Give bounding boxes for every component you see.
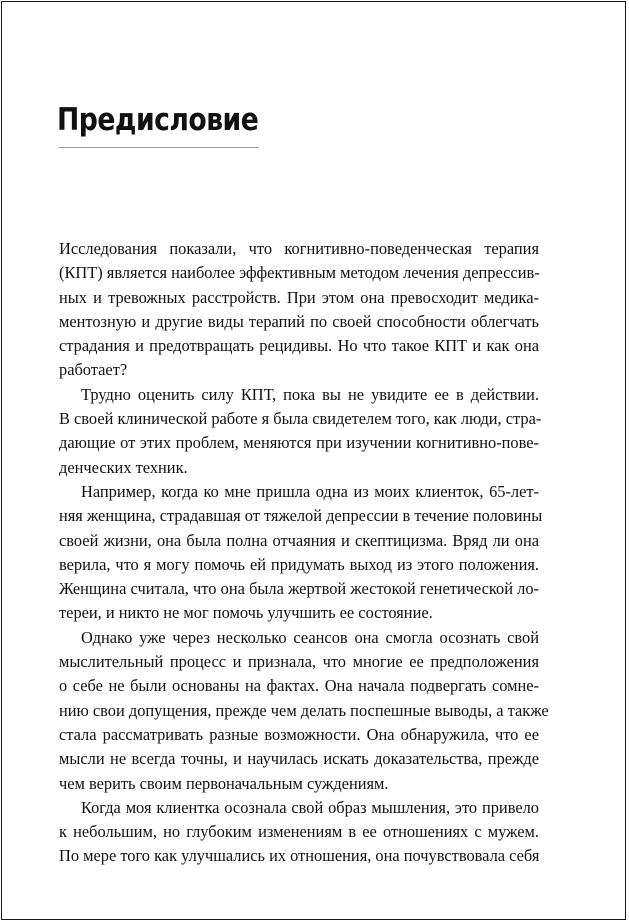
chapter-heading: Предисловие (57, 102, 259, 138)
book-page (1, 1, 626, 920)
text-line: чем верить своим первоначальным суждениям. (59, 773, 389, 793)
text-line: верила, что я могу помочь ей придумать выход из этого положения. (59, 554, 539, 574)
body-text (59, 237, 549, 869)
text-line: мысли не всегда точны, и научилась искать доказательства, прежде (59, 749, 539, 769)
text-line: няя женщина, страдавшая от тяжелой депрессии в течение половины (59, 506, 543, 526)
text-line: Трудно оценить силу КПТ, пока вы не увидите ее в действии. (81, 384, 539, 404)
text-line: По мере того как улучшались их отношения, она почувствовала себя (59, 846, 540, 866)
text-line: Например, когда ко мне пришла одна из моих клиенток, 65-лет- (81, 481, 539, 501)
text-line: денческих техник. (59, 457, 188, 477)
heading-underline (59, 147, 259, 148)
text-line: своей жизни, она была полна отчаяния и скептицизма. Вряд ли она (59, 530, 539, 550)
text-line: о себе не были основаны на фактах. Она начала подвергать сомне- (59, 676, 539, 696)
text-line: мыслительный процесс и признала, что многие ее предположения (59, 652, 539, 672)
text-line: ных и тревожных расстройств. При этом она превосходит медика- (59, 287, 539, 307)
text-line: к небольшим, но глубоким изменениям в ее отношениях с мужем. (59, 822, 539, 842)
text-line: стала рассматривать разные возможности. Она обнаружила, что ее (59, 724, 539, 744)
text-line: Когда моя клиентка осознала свой образ мышления, это привело (81, 797, 539, 817)
text-line: (КПТ) является наиболее эффективным методом лечения депрессив- (59, 263, 540, 283)
text-line: Исследования показали, что когнитивно-поведенческая терапия (59, 239, 539, 258)
text-line: тереи, и никто не мог помочь улучшить ее состояние. (59, 603, 433, 623)
text-line: работает? (59, 360, 128, 380)
text-line: нию свои допущения, прежде чем делать поспешные выводы, а также (59, 700, 549, 720)
text-line: Женщина считала, что она была жертвой жестокой генетической ло- (59, 579, 539, 599)
text-line: В своей клинической работе я была свидетелем того, как люди, стра- (59, 409, 542, 429)
text-line: дающие от этих проблем, меняются при изучении когнитивно-пове- (59, 433, 539, 453)
text-line: Однако уже через несколько сеансов она смогла осознать свой (81, 627, 539, 647)
text-line: ментозную и другие виды терапий по своей способности облегчать (59, 311, 539, 331)
text-line: страдания и предотвращать рецидивы. Но что такое КПТ и как она (59, 336, 539, 356)
